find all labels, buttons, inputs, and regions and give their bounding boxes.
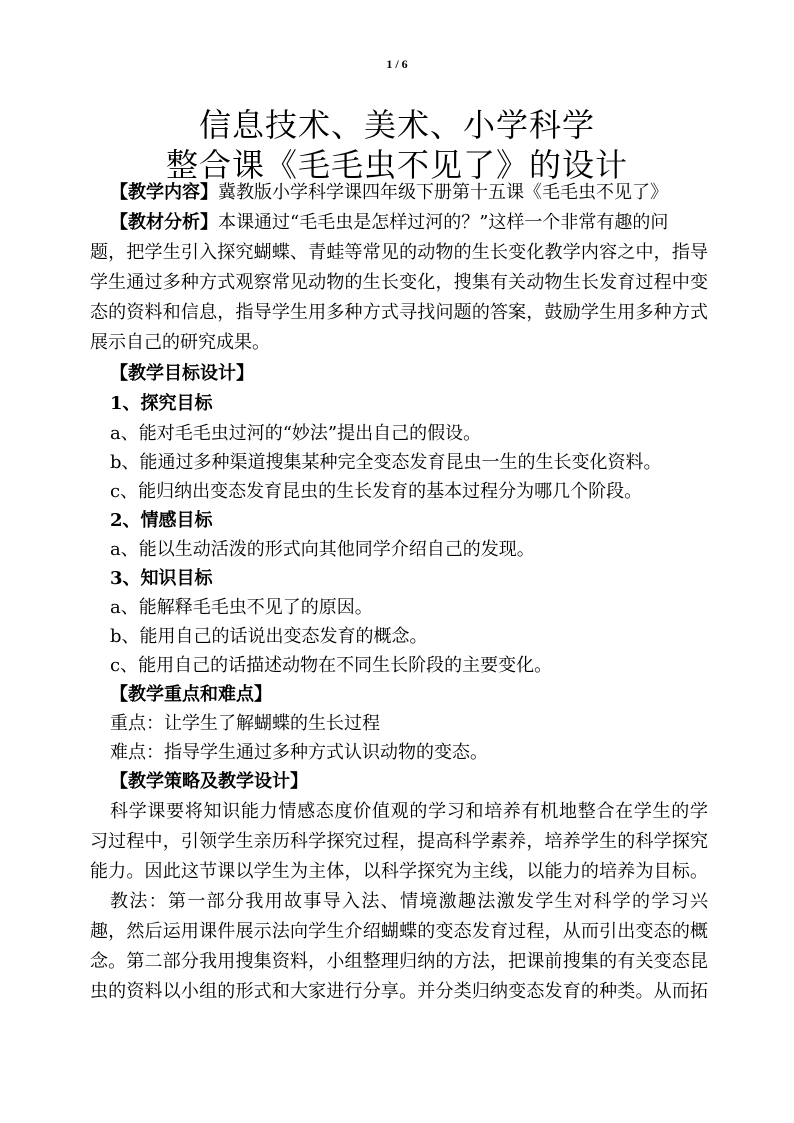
objectives-heading: 【教学目标设计】 bbox=[110, 363, 254, 384]
objective-item: b、能用自己的话说出变态发育的概念。 bbox=[110, 626, 428, 647]
material-analysis-label: 【教材分析】 bbox=[110, 212, 218, 233]
material-analysis-line: 展示自己的研究成果。 bbox=[90, 332, 270, 353]
document-title-line2: 整合课《毛毛虫不见了》的设计 bbox=[165, 146, 628, 184]
strategy-heading: 【教学策略及教学设计】 bbox=[110, 771, 308, 792]
material-analysis-line: 学生通过多种方式观察常见动物的生长变化，搜集有关动物生长发育过程中变 bbox=[90, 272, 708, 293]
method-paragraph-line: 趣，然后运用课件展示法向学生介绍蝴蝶的变态发育过程，从而引出变态的概 bbox=[90, 921, 708, 942]
objective-item: a、能解释毛毛虫不见了的原因。 bbox=[110, 597, 373, 618]
method-paragraph-line: 虫的资料以小组的形式和大家进行分享。并分类归纳变态发育的种类。从而拓 bbox=[90, 981, 708, 1002]
method-paragraph-line: 教法：第一部分我用故事导入法、情境激趣法激发学生对科学的学习兴 bbox=[110, 891, 708, 912]
teaching-content-paragraph bbox=[110, 182, 730, 204]
objective-item: c、能归纳出变态发育昆虫的生长发育的基本过程分为哪几个阶段。 bbox=[110, 481, 643, 502]
strategy-paragraph-line: 科学课要将知识能力情感态度价值观的学习和培养有机地整合在学生的学 bbox=[110, 801, 708, 822]
teaching-content-label: 【教学内容】 bbox=[110, 182, 218, 203]
key-points-heading: 【教学重点和难点】 bbox=[110, 684, 272, 705]
objective-section-title: 3、知识目标 bbox=[110, 568, 213, 589]
objective-section-title: 2、情感目标 bbox=[110, 510, 213, 531]
strategy-paragraph-line: 能力。因此这节课以学生为主体，以科学探究为主线，以能力的培养为目标。 bbox=[90, 861, 708, 882]
page-number: 1 / 6 bbox=[386, 57, 408, 71]
method-paragraph-line: 念。第二部分我用搜集资料，小组整理归纳的方法，把课前搜集的有关变态昆 bbox=[90, 951, 708, 972]
material-analysis-text: 本课通过“毛毛虫是怎样过河的？”这样一个非常有趣的问 bbox=[218, 212, 669, 233]
document-title-line1: 信息技术、美术、小学科学 bbox=[198, 106, 595, 144]
objective-section-title: 1、探究目标 bbox=[110, 393, 213, 414]
objective-item: a、能以生动活泼的形式向其他同学介绍自己的发现。 bbox=[110, 539, 535, 560]
objective-item: b、能通过多种渠道搜集某种完全变态发育昆虫一生的生长变化资料。 bbox=[110, 452, 662, 473]
strategy-paragraph-line: 习过程中，引领学生亲历科学探究过程，提高科学素养，培养学生的科学探究 bbox=[90, 831, 708, 852]
material-analysis-line: 态的资料和信息，指导学生用多种方式寻找问题的答案，鼓励学生用多种方式 bbox=[90, 302, 708, 323]
material-analysis-first-line bbox=[110, 212, 730, 234]
key-point-text: 重点：让学生了解蝴蝶的生长过程 bbox=[110, 713, 380, 734]
objective-item: c、能用自己的话描述动物在不同生长阶段的主要变化。 bbox=[110, 655, 553, 676]
difficult-point-text: 难点：指导学生通过多种方式认识动物的变态。 bbox=[110, 742, 488, 763]
objective-item: a、能对毛毛虫过河的“妙法”提出自己的假设。 bbox=[110, 423, 482, 444]
material-analysis-line: 题，把学生引入探究蝴蝶、青蛙等常见的动物的生长变化教学内容之中，指导 bbox=[90, 242, 708, 263]
teaching-content-text: 冀教版小学科学课四年级下册第十五课《毛毛虫不见了》 bbox=[218, 182, 668, 203]
